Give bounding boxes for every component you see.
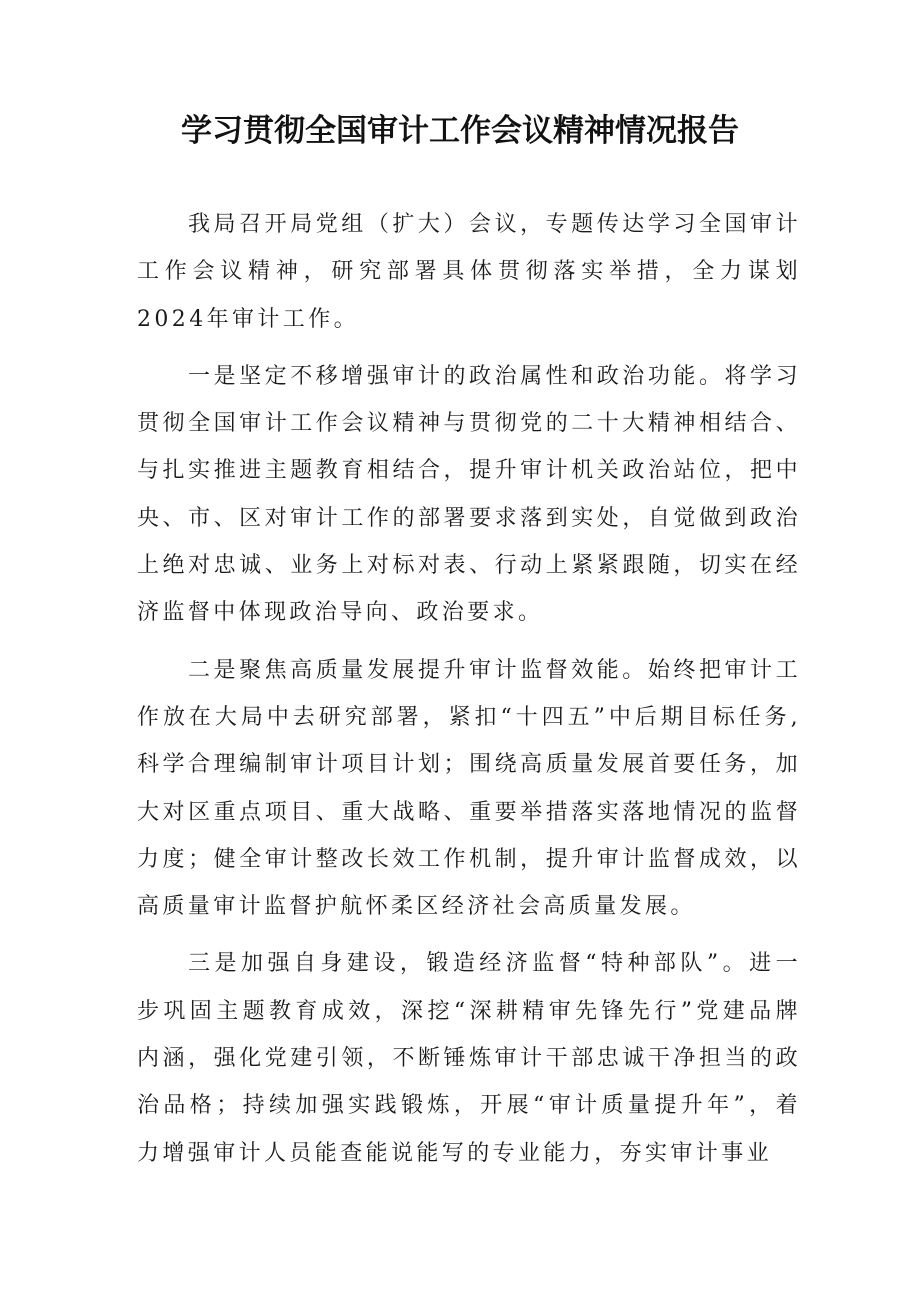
paragraph-intro: 我局召开局党组（扩大）会议，专题传达学习全国审计工作会议精神，研究部署具体贯彻落实举措，全力谋划2024年审计工作。	[137, 212, 801, 332]
paragraph-point-two: 二是聚焦高质量发展提升审计监督效能。始终把审计工作放在大局中去研究部署，紧扣“十四五”中后期目标任务,科学合理编制审计项目计划；围绕高质量发展首要任务，加大对区重点项目、重大战略、重要举措落实落地情况的监督力度；健全审计整改长效工作机制，提升审计监督成效，以高质量审计监督护航怀柔区经济社会高质量发展。	[137, 657, 801, 920]
paragraph-point-one: 一是坚定不移增强审计的政治属性和政治功能。将学习贯彻全国审计工作会议精神与贯彻党的二十大精神相结合、与扎实推进主题教育相结合，提升审计机关政治站位，把中央、市、区对审计工作的部署要求落到实处，自觉做到政治上绝对忠诚、业务上对标对表、行动上紧紧跟随，切实在经济监督中体现政治导向、政治要求。	[137, 363, 801, 626]
paragraph-point-three: 三是加强自身建设，锻造经济监督“特种部队”。进一步巩固主题教育成效，深挖“深耕精审先锋先行”党建品牌内涵，强化党建引领，不断锤炼审计干部忠诚干净担当的政治品格；持续加强实践锻炼，开展“审计质量提升年”，着力增强审计人员能查能说能写的专业能力，夯实审计事业	[137, 951, 801, 1166]
document-body	[137, 201, 801, 1187]
document-title: 学习贯彻全国审计工作会议精神情况报告	[181, 113, 739, 149]
